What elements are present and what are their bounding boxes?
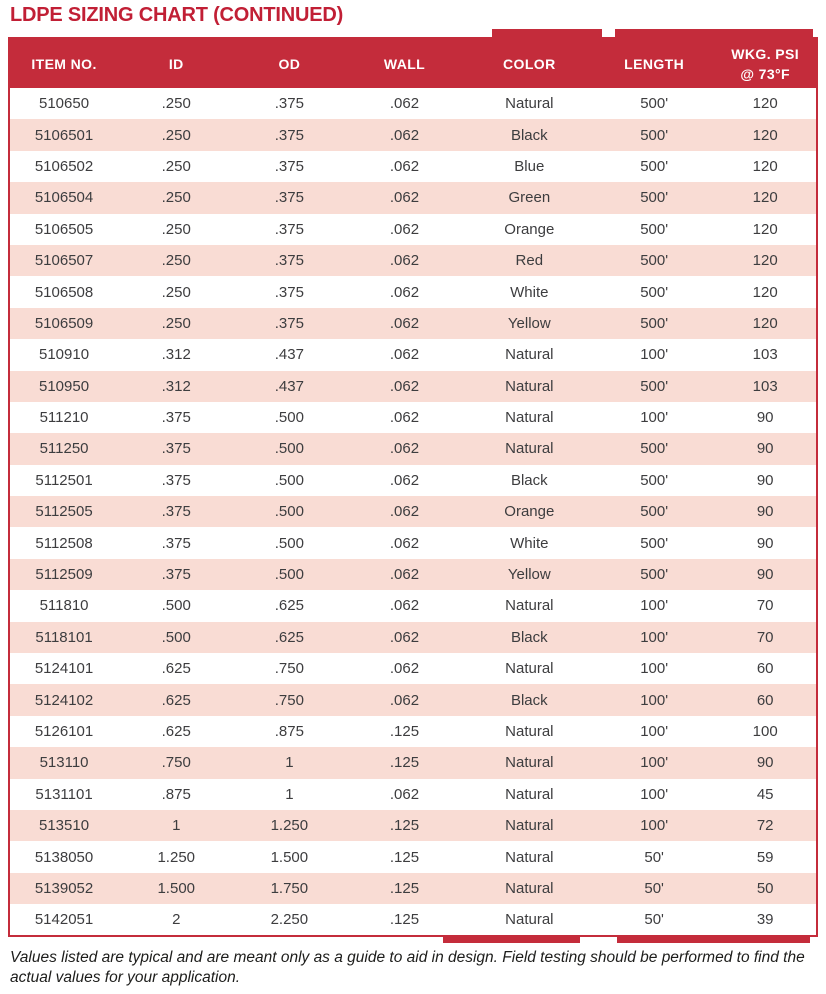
cell-id: .750: [161, 754, 191, 772]
cell-wall: .062: [389, 566, 420, 584]
cell-item-no: 5138050: [34, 848, 94, 866]
table-row: [9, 684, 817, 715]
column-header-label-line2: @ 73°F: [740, 65, 790, 82]
cell-id: .250: [161, 283, 191, 301]
cell-item-no: 5106507: [34, 252, 94, 270]
cell-od: 1: [285, 785, 294, 803]
sizing-table: [8, 37, 818, 937]
table-row: [9, 622, 817, 653]
table-row: [9, 527, 817, 558]
cell-od: .500: [274, 534, 304, 552]
cell-item-no: 5112508: [35, 534, 93, 552]
cell-od: 1.500: [270, 848, 309, 866]
cell-wall: .062: [389, 597, 420, 615]
cell-id: .625: [161, 723, 191, 740]
cell-wall: .062: [389, 534, 420, 552]
cell-od: .375: [274, 220, 304, 238]
cell-wkg-psi: 39: [756, 910, 774, 928]
cell-wkg-psi: 70: [756, 628, 774, 646]
cell-color: Natural: [505, 346, 554, 364]
cell-id: .250: [161, 95, 191, 113]
cell-id: .500: [161, 597, 191, 615]
cell-id: 2: [172, 910, 181, 928]
cell-wall: .062: [389, 157, 420, 175]
table-row: [9, 433, 817, 464]
cell-item-no: 511250: [39, 440, 89, 458]
table-row: [9, 182, 817, 213]
cell-wkg-psi: 72: [756, 817, 774, 835]
cell-od: .500: [274, 440, 304, 458]
cell-wkg-psi: 103: [752, 346, 778, 364]
table-row: [9, 716, 817, 747]
cell-length: 500': [640, 220, 669, 238]
header-row: [9, 38, 817, 88]
column-header-label: WKG. PSI: [731, 45, 800, 62]
cell-id: .375: [161, 566, 191, 584]
cell-wall: .062: [389, 440, 420, 458]
cell-length: 100': [640, 754, 669, 772]
cell-id: .250: [161, 314, 191, 332]
cell-item-no: 5124101: [34, 660, 94, 678]
cell-item-no: 5126101: [34, 723, 94, 740]
cell-id: .625: [161, 660, 191, 678]
cell-od: .375: [274, 189, 304, 207]
cell-color: Black: [510, 628, 548, 646]
cell-color: Blue: [514, 157, 545, 175]
cell-length: 500': [640, 252, 669, 270]
cell-wall: .062: [389, 252, 420, 270]
cell-length: 500': [640, 534, 669, 552]
cell-od: .375: [274, 314, 304, 332]
cell-color: Yellow: [507, 314, 551, 332]
cell-od: .375: [274, 252, 304, 270]
cell-color: Natural: [505, 817, 554, 835]
cell-length: 500': [640, 189, 669, 207]
column-header-label: LENGTH: [624, 55, 685, 72]
cell-length: 50': [644, 848, 664, 866]
cell-color: Green: [508, 189, 551, 207]
cell-wkg-psi: 120: [752, 220, 778, 238]
table-row: [9, 841, 817, 872]
footer-bleed-mark: [617, 937, 810, 943]
table-row: [9, 873, 817, 904]
cell-id: 1.250: [157, 848, 196, 866]
cell-item-no: 510910: [39, 346, 90, 364]
cell-wall: .125: [389, 848, 420, 866]
cell-wkg-psi: 120: [752, 314, 778, 332]
column-header-length: [594, 38, 714, 88]
cell-color: Natural: [505, 377, 554, 395]
cell-wall: .062: [389, 346, 420, 364]
cell-color: Black: [510, 126, 548, 144]
cell-id: .250: [161, 157, 191, 175]
cell-wkg-psi: 120: [752, 189, 778, 207]
cell-color: Natural: [505, 440, 554, 458]
cell-od: .375: [274, 283, 304, 301]
cell-id: .250: [161, 189, 191, 207]
cell-id: .500: [161, 628, 191, 646]
column-header-wkg-psi: [714, 38, 817, 88]
cell-wkg-psi: 90: [756, 471, 774, 489]
cell-wall: .062: [389, 283, 420, 301]
footnote: Values listed are typical and are meant only as a guide to aid in design. Field testing should be performed to find the actual values for your application.: [10, 949, 805, 987]
table-row: [9, 88, 817, 119]
cell-wall: .062: [389, 95, 420, 113]
cell-od: .500: [274, 409, 304, 427]
cell-id: .375: [161, 503, 191, 521]
cell-wall: .062: [389, 409, 420, 427]
cell-item-no: 5106505: [34, 220, 94, 238]
cell-wkg-psi: 120: [752, 157, 778, 175]
cell-wkg-psi: 60: [756, 660, 774, 678]
cell-item-no: 5139052: [34, 879, 94, 897]
cell-od: 1.750: [270, 879, 309, 897]
cell-length: 100': [640, 723, 669, 740]
cell-item-no: 5124102: [34, 691, 94, 709]
cell-item-no: 5112501: [35, 471, 93, 489]
cell-color: White: [510, 534, 549, 552]
cell-length: 100': [640, 660, 669, 678]
cell-od: .875: [274, 723, 304, 740]
cell-wkg-psi: 90: [756, 534, 774, 552]
column-header-label: OD: [278, 55, 301, 72]
cell-od: .750: [274, 660, 304, 678]
cell-color: Red: [515, 252, 544, 270]
cell-item-no: 5106508: [34, 283, 94, 301]
column-header-id: [118, 38, 234, 88]
cell-wall: .062: [389, 503, 420, 521]
cell-color: Black: [510, 471, 548, 489]
cell-item-no: 5131101: [35, 785, 93, 803]
cell-id: .375: [161, 440, 191, 458]
cell-od: .375: [274, 126, 304, 144]
cell-od: .500: [274, 503, 304, 521]
cell-od: .437: [274, 346, 304, 364]
cell-length: 500': [640, 283, 669, 301]
sizing-table-wrap: [8, 37, 818, 937]
cell-length: 50': [644, 910, 664, 928]
cell-wkg-psi: 45: [756, 785, 774, 803]
cell-wkg-psi: 103: [752, 377, 778, 395]
table-row: [9, 371, 817, 402]
cell-color: Orange: [504, 503, 555, 521]
table-row: [9, 276, 817, 307]
cell-wall: .125: [389, 723, 420, 740]
cell-id: .375: [161, 471, 191, 489]
cell-wkg-psi: 90: [756, 503, 774, 521]
cell-item-no: 5106502: [34, 157, 94, 175]
cell-length: 500': [640, 126, 669, 144]
cell-color: Natural: [505, 660, 554, 678]
cell-color: Natural: [505, 785, 554, 803]
cell-wall: .062: [389, 126, 420, 144]
cell-od: .437: [274, 377, 304, 395]
cell-id: .375: [161, 534, 191, 552]
table-row: [9, 119, 817, 150]
cell-od: 1: [285, 754, 294, 772]
cell-color: Black: [510, 691, 548, 709]
cell-id: .875: [161, 785, 191, 803]
cell-length: 50': [644, 879, 664, 897]
cell-color: Natural: [505, 879, 554, 897]
table-body: [9, 88, 817, 936]
column-header-label: ITEM NO.: [31, 55, 97, 72]
cell-wall: .062: [389, 189, 420, 207]
cell-length: 500': [640, 95, 669, 113]
cell-id: .250: [161, 220, 191, 238]
table-row: [9, 245, 817, 276]
cell-wall: .062: [389, 660, 420, 678]
cell-length: 100': [640, 409, 669, 427]
cell-color: Natural: [505, 848, 554, 866]
table-row: [9, 214, 817, 245]
column-header-item-no: [9, 38, 118, 88]
cell-color: Natural: [505, 95, 554, 113]
cell-od: .625: [274, 628, 304, 646]
cell-wkg-psi: 120: [752, 283, 778, 301]
cell-length: 100': [640, 346, 669, 364]
cell-wkg-psi: 90: [756, 409, 774, 427]
cell-id: .312: [161, 377, 191, 395]
cell-length: 500': [640, 377, 669, 395]
cell-od: 1.250: [270, 817, 309, 835]
cell-length: 100': [640, 817, 669, 835]
cell-wall: .125: [389, 879, 420, 897]
cell-item-no: 513110: [39, 754, 89, 772]
cell-length: 500': [640, 471, 669, 489]
table-row: [9, 779, 817, 810]
table-row: [9, 653, 817, 684]
cell-item-no: 5142051: [34, 910, 94, 928]
column-header-od: [234, 38, 344, 88]
cell-color: Yellow: [507, 566, 551, 584]
cell-wkg-psi: 70: [756, 597, 774, 615]
table-row: [9, 810, 817, 841]
cell-color: Natural: [505, 723, 554, 740]
footer-bleed-mark: [443, 937, 580, 943]
table-row: [9, 465, 817, 496]
cell-wkg-psi: 90: [756, 566, 774, 584]
cell-wkg-psi: 60: [756, 691, 774, 709]
table-row: [9, 590, 817, 621]
cell-wall: .125: [389, 754, 420, 772]
cell-id: .625: [161, 691, 191, 709]
cell-wkg-psi: 90: [756, 440, 774, 458]
cell-wkg-psi: 120: [752, 252, 778, 270]
cell-item-no: 5118101: [35, 628, 93, 646]
cell-wall: .125: [389, 817, 420, 835]
column-header-color: [465, 38, 594, 88]
cell-length: 500': [640, 440, 669, 458]
cell-od: .500: [274, 471, 304, 489]
cell-wall: .062: [389, 314, 420, 332]
cell-wkg-psi: 50: [756, 879, 774, 897]
cell-od: .625: [274, 597, 304, 615]
cell-item-no: 5106509: [34, 314, 94, 332]
cell-od: 2.250: [270, 910, 309, 928]
cell-item-no: 510650: [39, 95, 90, 113]
cell-item-no: 5112509: [35, 566, 93, 584]
page-title: LDPE SIZING CHART (CONTINUED): [10, 4, 344, 26]
cell-wkg-psi: 90: [756, 754, 774, 772]
cell-color: White: [510, 283, 549, 301]
cell-color: Orange: [504, 220, 555, 238]
cell-od: .750: [274, 691, 304, 709]
cell-wall: .062: [389, 471, 420, 489]
column-header-wall: [344, 38, 464, 88]
cell-wkg-psi: 120: [752, 126, 778, 144]
cell-od: .500: [274, 566, 304, 584]
table-row: [9, 151, 817, 182]
cell-od: .375: [274, 157, 304, 175]
column-header-label: WALL: [383, 55, 426, 72]
cell-wall: .062: [389, 628, 420, 646]
cell-item-no: 510950: [39, 377, 90, 395]
cell-item-no: 5106501: [34, 126, 94, 144]
cell-wall: .062: [389, 785, 420, 803]
cell-item-no: 511810: [39, 597, 89, 615]
cell-id: 1.500: [157, 879, 196, 897]
cell-id: .312: [161, 346, 191, 364]
table-row: [9, 308, 817, 339]
table-row: [9, 747, 817, 778]
cell-length: 500': [640, 566, 669, 584]
cell-wkg-psi: 120: [752, 95, 778, 113]
table-row: [9, 559, 817, 590]
cell-color: Natural: [505, 597, 554, 615]
cell-wkg-psi: 59: [756, 848, 774, 866]
column-header-label: ID: [168, 55, 184, 72]
cell-length: 100': [640, 628, 669, 646]
cell-wall: .062: [389, 220, 420, 238]
column-header-label: COLOR: [503, 55, 556, 72]
cell-color: Natural: [505, 754, 554, 772]
cell-item-no: 5106504: [34, 189, 94, 207]
cell-od: .375: [274, 95, 304, 113]
cell-id: 1: [172, 817, 181, 835]
cell-length: 100': [640, 597, 669, 615]
cell-id: .250: [161, 126, 191, 144]
cell-length: 100': [640, 785, 669, 803]
cell-wall: .125: [389, 910, 420, 928]
table-row: [9, 904, 817, 935]
cell-item-no: 5112505: [35, 503, 93, 521]
cell-id: .375: [161, 409, 191, 427]
table-row: [9, 496, 817, 527]
cell-color: Natural: [505, 910, 554, 928]
cell-id: .250: [161, 252, 191, 270]
cell-length: 100': [640, 691, 669, 709]
table-row: [9, 402, 817, 433]
cell-wkg-psi: 100: [752, 723, 778, 740]
cell-wall: .062: [389, 691, 420, 709]
cell-length: 500': [640, 314, 669, 332]
cell-wall: .062: [389, 377, 420, 395]
cell-item-no: 511210: [39, 409, 89, 427]
table-row: [9, 339, 817, 370]
cell-length: 500': [640, 157, 669, 175]
cell-length: 500': [640, 503, 669, 521]
cell-color: Natural: [505, 409, 554, 427]
cell-item-no: 513510: [39, 817, 90, 835]
